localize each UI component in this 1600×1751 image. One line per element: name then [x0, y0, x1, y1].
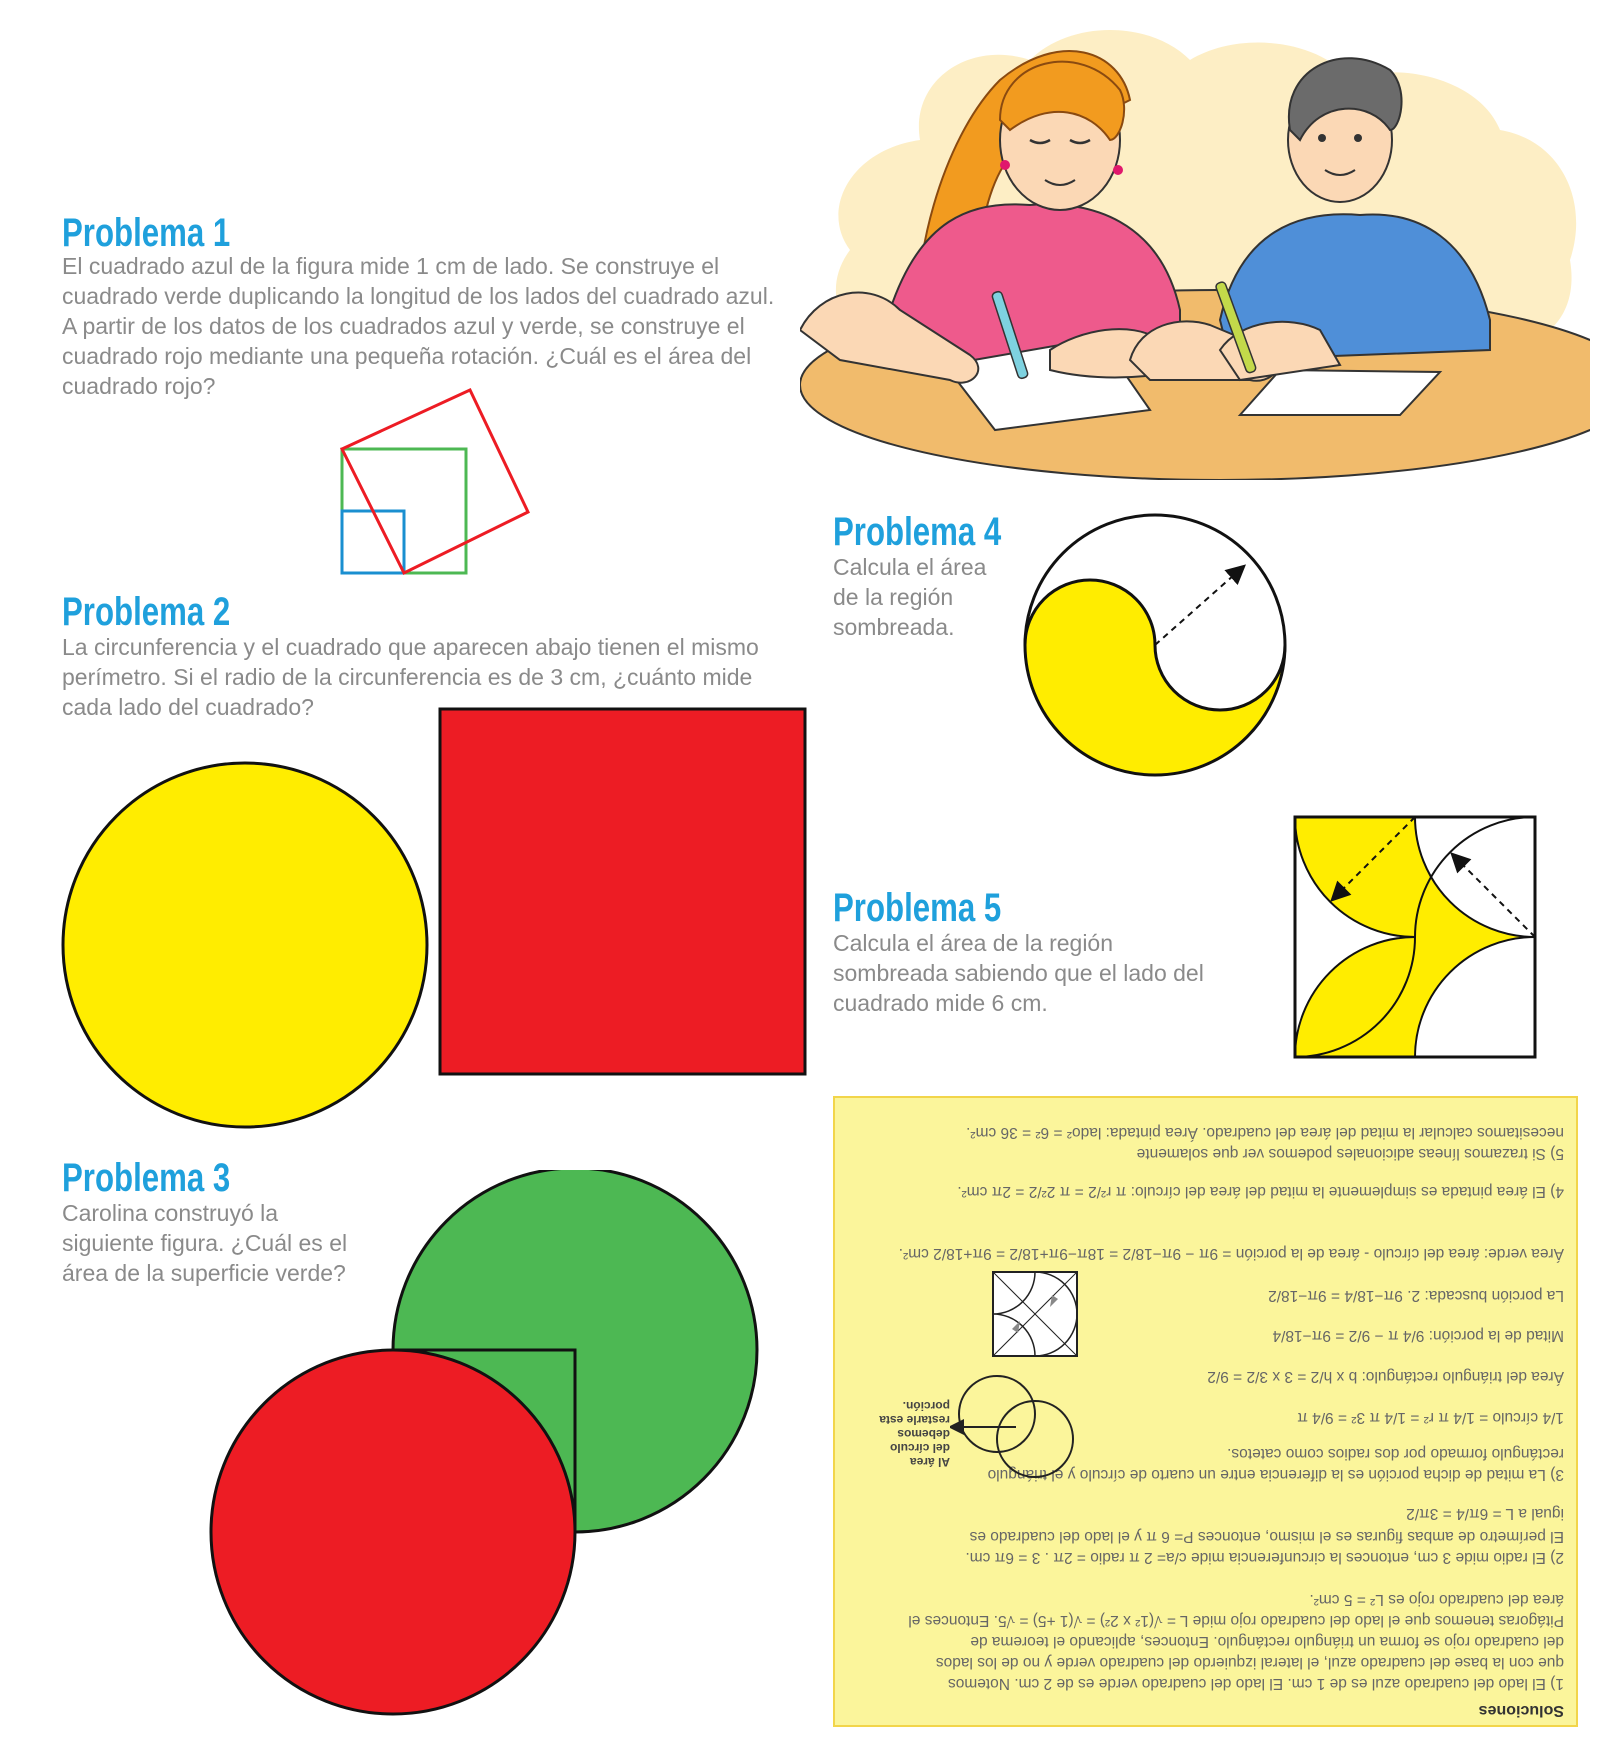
problem-4-figure — [1015, 505, 1295, 785]
problem-5-text: Calcula el área de la región sombreada sabiendo que el lado del cuadrado mide 6 cm. — [833, 930, 1204, 1016]
problem-4-title: Problema 4 — [833, 510, 1002, 554]
problem-1-text: El cuadrado azul de la figura mide 1 cm de lado. Se construye el cuadrado verde duplicando la longitud de los lados del cuadrado azul. A partir de los datos de los cuadrados azul y verde, se construye el cuadrado rojo mediante una pequeña rotación. ¿Cuál es el área del cuadrado rojo? — [62, 253, 775, 399]
problem-1-squares-figure — [330, 380, 540, 590]
problem-3-title: Problema 3 — [62, 1156, 231, 1200]
solution-line: Pitágoras tenemos que el lado del cuadrado rojo mide L = √(1² x 2²) = √(1 +5) = √5. Entonces el — [908, 1612, 1564, 1629]
solution-square-diagram — [990, 1269, 1080, 1359]
solution-line: 5) Si trazamos líneas adicionales podemos ver que solamente — [1136, 1145, 1564, 1162]
yellow-circle — [63, 763, 427, 1127]
solution-line: 4) El área pintada es simplemente la mitad del área del círculo: π r²/2 = π 2²/2 = 2π cm². — [957, 1183, 1564, 1200]
solution-line: Mitad de la porción: 9/4 π − 9/2 = 9π−18/4 — [1272, 1327, 1564, 1344]
solution-line: 2) El radio mide 3 cm, entonces la circunferencia mide c/a= 2 π radio = 2π . 3 = 6π cm. — [965, 1549, 1564, 1566]
solution-line: del cuadrado rojo se forma un triángulo rectángulo. Entonces, aplicando el teorema de — [970, 1633, 1564, 1650]
problem-5-title: Problema 5 — [833, 886, 1002, 930]
problem-1-title: Problema 1 — [62, 211, 231, 255]
problem-5-figure — [1290, 812, 1540, 1062]
solution-line: que con la base del cuadrado azul, el lateral izquierdo del cuadrado verde y no de los lados — [935, 1654, 1564, 1671]
problem-2-title: Problema 2 — [62, 590, 231, 634]
problem-3-figure — [200, 1170, 770, 1740]
solution-line: igual a L = 6π/4 = 3π/2 — [1406, 1505, 1564, 1522]
solutions-heading: Soluciones — [1478, 1702, 1564, 1719]
red-square — [440, 709, 805, 1074]
problem-2-text: La circunferencia y el cuadrado que aparecen abajo tienen el mismo perímetro. Si el radio de la circunferencia es de 3 cm, ¿cuánto mide cada lado del cuadrado? — [62, 634, 759, 720]
solution-line: área del cuadrado rojo es L² = 5 cm². — [1309, 1591, 1564, 1608]
red-square — [342, 390, 528, 573]
solution-line: necesitamos calcular la mitad del área del cuadrado. Área pintada: lado² = 6² = 36 cm². — [966, 1124, 1564, 1141]
solution-line: 1) El lado del cuadrado azul es de 1 cm. El lado del cuadrado verde es de 2 cm. Notemos — [947, 1675, 1564, 1692]
solution-line: La porción buscada: 2. 9π−18/4 = 9π−18/2 — [1268, 1287, 1564, 1304]
solution-line: El perímetro de ambas figuras es el mismo, entonces P= 6 π y el lado del cuadrado es — [969, 1528, 1564, 1545]
children-illustration — [800, 20, 1590, 480]
solutions-rotated — [835, 1098, 1578, 1727]
problem-4-text: Calcula el área de la región sombreada. — [833, 554, 987, 640]
blue-square — [342, 511, 404, 573]
solution-line: rectángulo formado por dos radios como catetos. — [1227, 1445, 1564, 1462]
solution-line: Área verde: área del círculo - área de la porción = 9π − 9π−18/2 = 18π−9π+18/2 = 9π+18/2 cm². — [898, 1245, 1564, 1262]
red-circle — [211, 1350, 575, 1714]
solution-line: Área del triángulo rectángulo: b x h/2 = 3 x 3/2 = 9/2 — [1207, 1368, 1564, 1385]
solutions-box — [833, 1096, 1578, 1727]
solution-note: Al área del círculo debemos restarle esta porción. — [879, 1399, 950, 1469]
solution-line: 3) La mitad de dicha porción es la diferencia entre un cuarto de círculo y el triángulo — [987, 1466, 1564, 1483]
problem-3-text: Carolina construyó la siguiente figura. ¿Cuál es el área de la superficie verde? — [62, 1200, 348, 1286]
solution-circles-diagram — [950, 1369, 1080, 1479]
solution-line: 1/4 círculo = 1/4 π r² = 1/4 π 3² = 9/4 π — [1297, 1409, 1564, 1426]
problem-2-figure — [60, 705, 820, 1135]
